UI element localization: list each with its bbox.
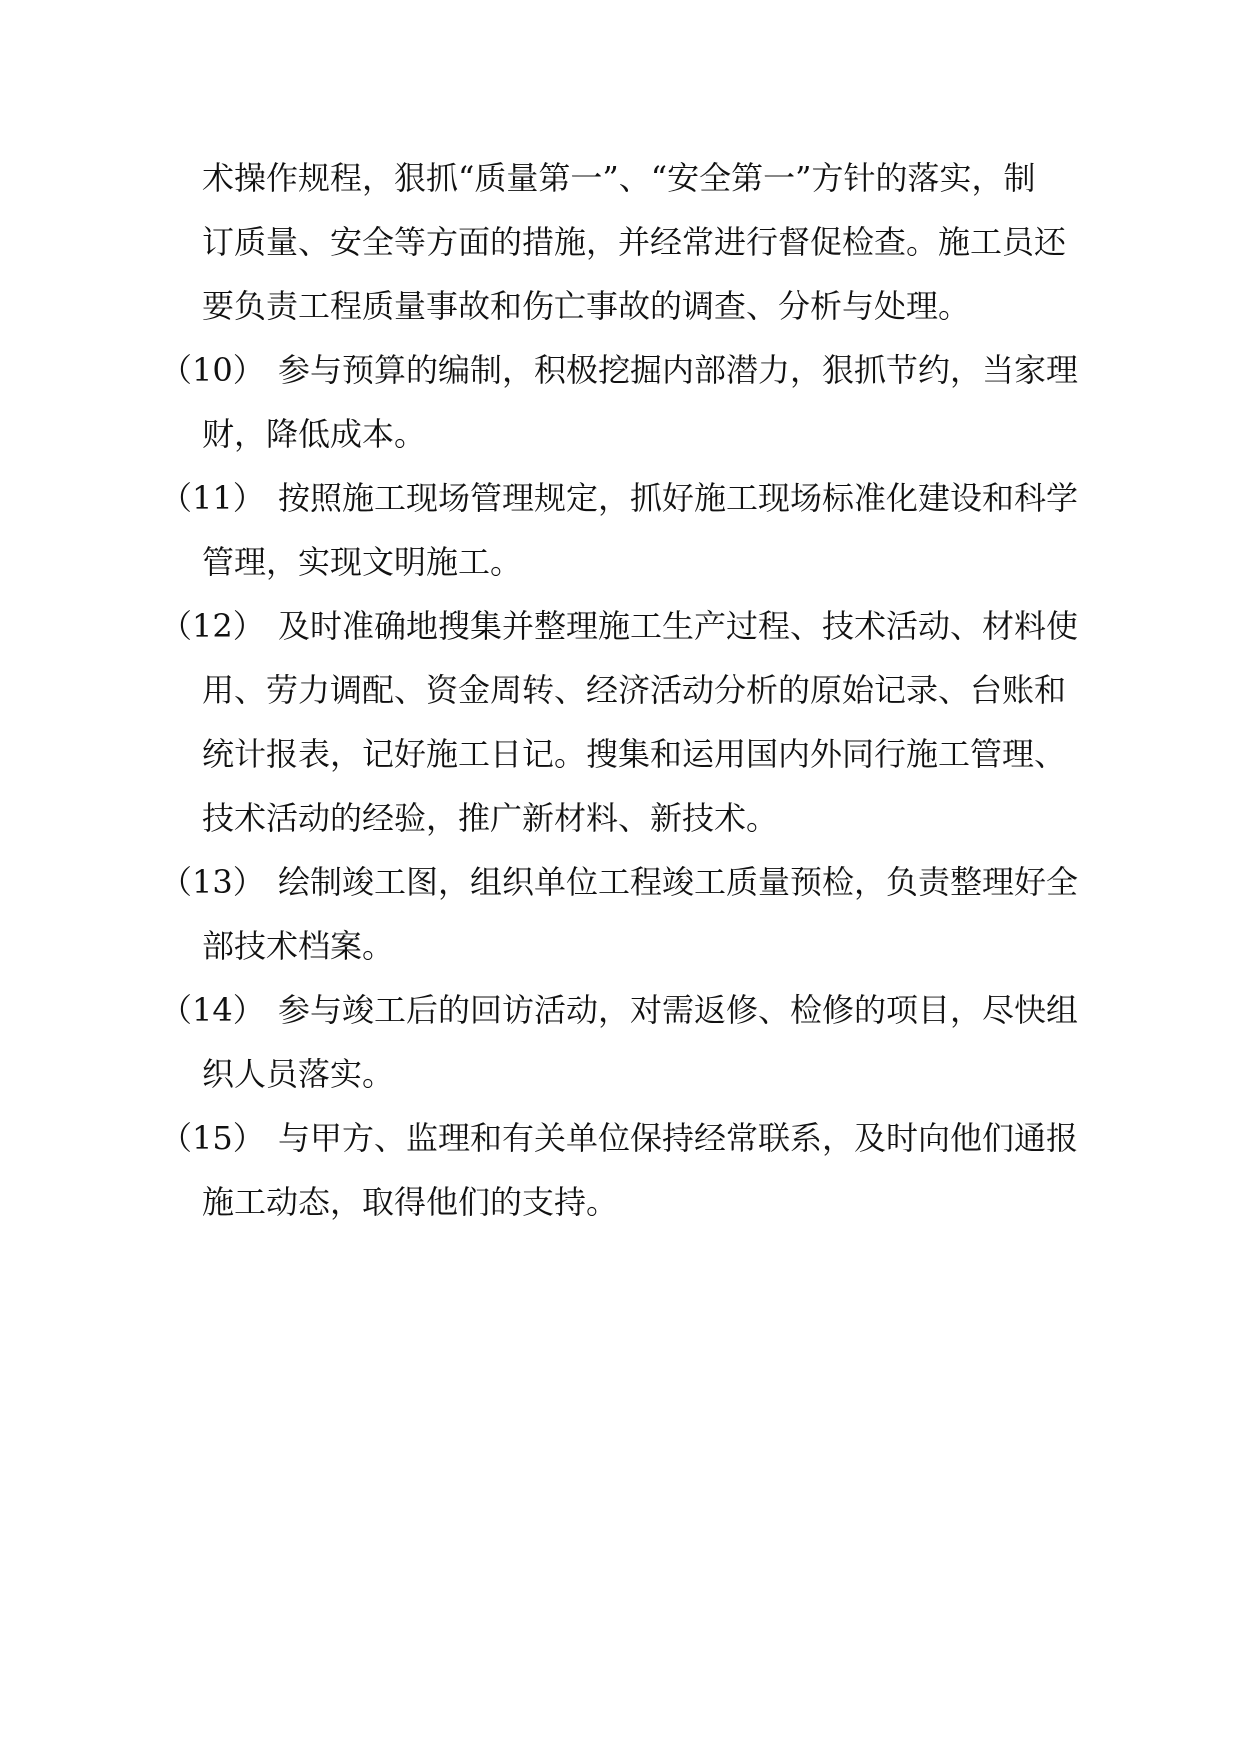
item-text-line: 财，降低成本。 <box>202 415 427 453</box>
item-text-line: 统计报表，记好施工日记。搜集和运用国内外同行施工管理、 <box>202 735 1067 773</box>
item-text-line: 参与竣工后的回访活动，对需返修、检修的项目，尽快组 <box>278 991 1079 1029</box>
item-number: （15） <box>160 1119 265 1157</box>
paragraph-line: 订质量、安全等方面的措施，并经常进行督促检查。施工员还 <box>202 223 1067 261</box>
item-text-line: 施工动态，取得他们的支持。 <box>202 1183 619 1221</box>
item-text-line: 参与预算的编制，积极挖掘内部潜力，狠抓节约，当家理 <box>278 351 1079 389</box>
item-text-line: 部技术档案。 <box>202 927 395 965</box>
item-text-line: 按照施工现场管理规定，抓好施工现场标准化建设和科学 <box>278 479 1079 517</box>
item-number: （14） <box>160 991 265 1029</box>
item-text-line: 织人员落实。 <box>202 1055 395 1093</box>
item-number: （10） <box>160 351 265 389</box>
item-text-line: 管理，实现文明施工。 <box>202 543 523 581</box>
item-number: （12） <box>160 607 265 645</box>
item-text-line: 与甲方、监理和有关单位保持经常联系，及时向他们通报 <box>278 1119 1079 1157</box>
item-text-line: 及时准确地搜集并整理施工生产过程、技术活动、材料使 <box>278 607 1079 645</box>
paragraph-line: 术操作规程，狠抓“质量第一”、“安全第一”方针的落实，制 <box>202 159 1036 197</box>
item-text-line: 绘制竣工图，组织单位工程竣工质量预检，负责整理好全 <box>278 863 1079 901</box>
item-number: （13） <box>160 863 265 901</box>
item-text-line: 用、劳力调配、资金周转、经济活动分析的原始记录、台账和 <box>202 671 1067 709</box>
paragraph-line: 要负责工程质量事故和伤亡事故的调查、分析与处理。 <box>202 287 971 325</box>
item-text-line: 技术活动的经验，推广新材料、新技术。 <box>202 799 779 837</box>
item-number: （11） <box>160 479 265 517</box>
